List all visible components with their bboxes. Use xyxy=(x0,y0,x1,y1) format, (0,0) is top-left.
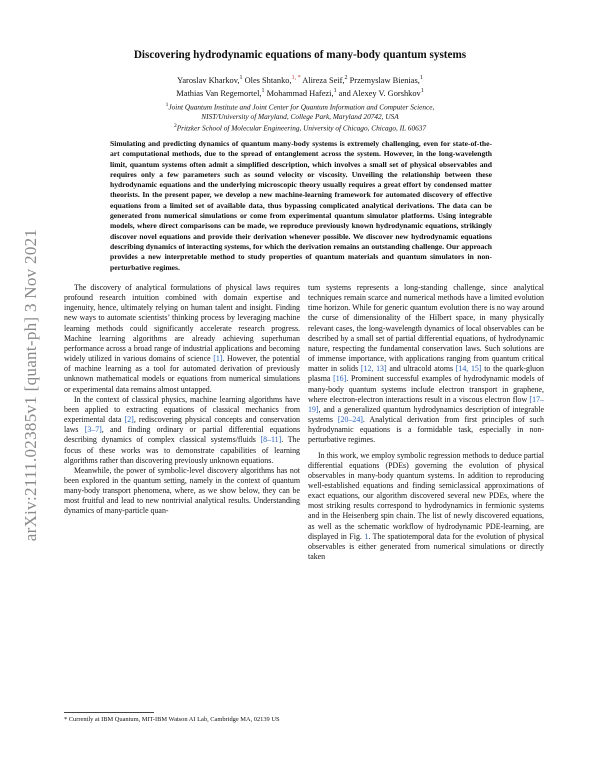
body-text: The discovery of analytical formulations of physical laws requires profound research intuition combined with domain expertise and ingenuity, hence, ultimately relying on human talent and insight. Finding new ways to automate scientists’ thinking process by leveraging machine learning methods could significantly accelerate research progress. Machine learning algorithms are already achieving superhuman performance across a broad range of industrial applications and becoming widely utilized in various domains of science xyxy=(64,283,300,364)
author-affiliation-mark: 1 xyxy=(261,87,265,94)
abstract: Simulating and predicting dynamics of quantum many-body systems is extremely challenging, even for state-of-the-art computational methods, due to the spread of entanglement across the system. However, in the long-wavelength limit, quantum systems often admit a simplified description, which involves a small set of physical observables and requires only a few parameters such as sound velocity or viscosity. Unveiling the relationship between these hydrodynamic equations and the underlying microscopic theory usually requires a great effort by condensed matter theorists. In the present paper, we develop a new machine-learning framework for automated discovery of effective equations from a limited set of available data, thus bypassing complicated analytical derivations. The data can be generated from numerical simulations or come from experimental quantum simulator platforms. Using integrable models, where direct comparisons can be made, we reproduce previously known hydrodynamic equations, strikingly discover novel equations and provide their derivation whenever possible. We discover new hydrodynamic equations describing dynamics of interacting systems, for which the derivation remains an outstanding challenge. Our approach provides a new interpretable method to study properties of quantum materials and quantum simulators in non-perturbative regimes. xyxy=(110,139,492,272)
body-text: . Prominent successful examples of hydrodynamic models of many-body quantum systems include electron transport in graphene, where electron-electron interactions result in a viscous electron flow xyxy=(308,374,544,404)
body-paragraph xyxy=(308,451,544,563)
body-paragraph xyxy=(64,283,300,395)
citation-link[interactable]: 1 xyxy=(364,531,369,541)
body-paragraph xyxy=(308,283,544,446)
author-name: Yaroslav Kharkov, xyxy=(177,75,240,85)
author-line-2 xyxy=(80,86,520,99)
paper-title: Discovering hydrodynamic equations of many-body quantum systems xyxy=(133,49,467,61)
body-text: . Analytical derivation from first principles of such hydrodynamic equations is a formidable task, especially in non-perturbative regimes. xyxy=(308,415,544,445)
author-name: Przemyslaw Bienias, xyxy=(349,75,420,85)
author-list xyxy=(80,73,520,99)
body-text: Meanwhile, the power of symbolic-level discovery algorithms has not been explored in the quantum setting, namely in the context of quantum many-body transport phenomena, where, as we show below, they can be most fruitful and lead to new nontrivial analytical results. Understanding dynamics of many-particle quan- xyxy=(64,465,300,516)
body-paragraph xyxy=(64,395,300,466)
citation-link[interactable]: [3–7] xyxy=(84,425,102,435)
affiliation-2: $^2$Pritzker School of Molecular Engineering, University of Chicago, Chicago, IL 60637 xyxy=(173,123,427,133)
body-text: to the quark-gluon plasma xyxy=(308,364,544,384)
arxiv-identifier: arXiv:2111.02385v1 [quant-ph] 3 Nov 2021 xyxy=(21,228,40,542)
citation-link[interactable]: [12, 13] xyxy=(360,364,387,374)
body-text: tum systems represents a long-standing challenge, since analytical techniques remain scarce and numerical methods have a limited evolution time horizon. While for generic quantum evolution there is no way around the curse of dimensionality of the Hilbert space, in many physically relevant cases, the long-wavelength dynamics of local observables can be described by a small set of partial differential equations, of hydrodynamic nature, respecting the fundamental conservation laws. Such solutions are of immense importance, with applications ranging from quantum critical matter in solids xyxy=(308,283,544,374)
body-text: , and a generalized quantum hydrodynamics description of integrable systems xyxy=(308,404,544,425)
author-affiliation-mark: 1 xyxy=(420,87,424,94)
author-name: Alireza Seif, xyxy=(302,75,345,85)
citation-link[interactable]: [16] xyxy=(333,374,347,384)
author-name: Oles Shtanko, xyxy=(244,75,292,85)
footnote: * Currently at IBM Quantum, MIT-IBM Watson AI Lab, Cambridge MA, 02139 US xyxy=(64,716,280,723)
body-text: In the context of classical physics, machine learning algorithms have been applied to extracting equations of classical mechanics from experimental data xyxy=(64,394,300,425)
author-line-1 xyxy=(80,73,520,86)
citation-link[interactable]: [20–24] xyxy=(337,415,363,425)
body-paragraph xyxy=(64,466,300,517)
citation-link[interactable]: [8–11] xyxy=(260,435,282,445)
body-text: In this work, we employ symbolic regression methods to deduce partial differential equations (PDEs) governing the evolution of physical observables in many-body quantum systems. In addition to reproducing well-established equations and finding semiclassical approximations of exact equations, our algorithm discovered several new PDEs, where the most striking results correspond to hydrodynamics in fermionic systems and in the Heisenberg spin chain. The list of newly discovered equations, as well as the schematic workflow of hydrodynamic PDE-learning, are displayed in Fig. xyxy=(308,450,544,541)
author-affiliation-mark: 1 xyxy=(239,75,243,81)
body-column-right xyxy=(308,283,544,562)
citation-link[interactable]: [14, 15] xyxy=(455,364,482,374)
affiliation-1: $^1$Joint Quantum Institute and Joint Center for Quantum Information and Computer Science, xyxy=(165,102,435,112)
citation-link[interactable]: [2] xyxy=(124,415,134,425)
body-text: , and finding ordinary or partial differential equations describing dynamics of complex classical systems/fluids xyxy=(64,425,301,445)
author-name: Mathias Van Regemortel, xyxy=(176,88,262,98)
body-text: . However, the potential of machine learning as a tool for automated derivation of previously unknown mathematical models or equations from numerical simulations or experimental data remains almost untapped. xyxy=(64,354,300,394)
author-name: Mohammad Hafezi, xyxy=(266,88,334,98)
citation-link[interactable]: [1] xyxy=(213,354,223,364)
author-affiliation-mark: 1 xyxy=(419,75,423,81)
body-text: , rediscovering physical concepts and conservation laws xyxy=(64,415,301,435)
affiliations xyxy=(80,101,520,133)
footnote-rule xyxy=(64,712,154,713)
body-column-left xyxy=(64,283,300,517)
citation-link[interactable]: [17–19] xyxy=(308,394,544,414)
affiliation-1-address: NIST/University of Maryland, College Park, Maryland 20742, USA xyxy=(201,112,399,122)
author-affiliation-mark: 1, * xyxy=(291,75,301,81)
author-name: and Alexey V. Gorshkov xyxy=(338,88,421,98)
body-text: . The spatiotemporal data for the evolution of physical observables is either generated from numerical simulations or directly taken xyxy=(308,531,544,562)
body-text: and ultracold atoms xyxy=(386,364,456,374)
author-affiliation-mark: 1 xyxy=(333,87,337,94)
author-affiliation-mark: 2 xyxy=(344,75,348,81)
body-text: . The focus of these works was to demonstrate capabilities of learning algorithms rather than discovering previously unknown equations. xyxy=(64,435,300,465)
arxiv-sidebar-stamp xyxy=(20,205,42,565)
